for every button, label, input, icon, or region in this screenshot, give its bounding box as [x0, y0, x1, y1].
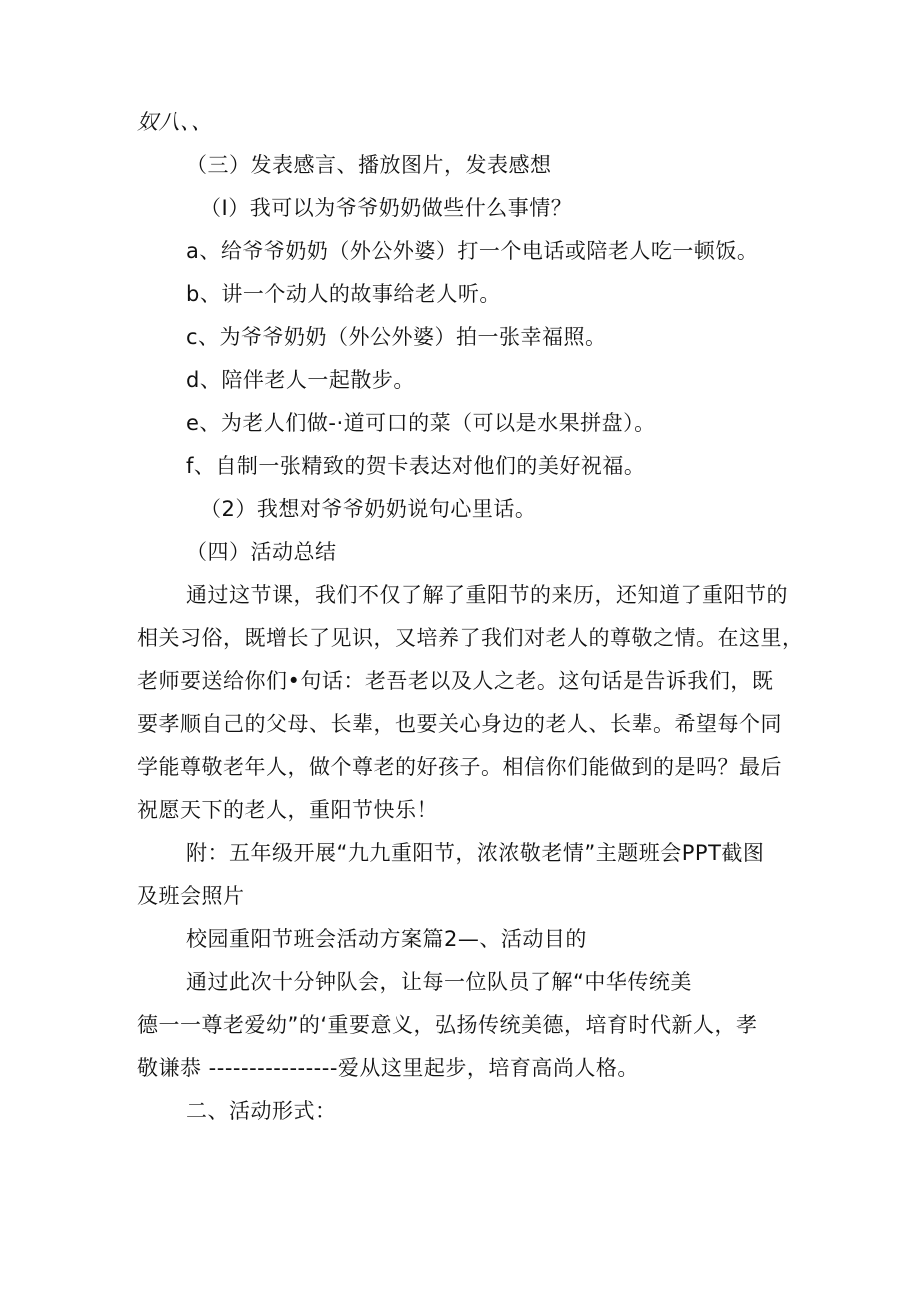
list-item-d: d、陪伴老人一起散步。 [186, 368, 415, 392]
summary-paragraph-line: 老师要送给你们•句话：老吾老以及人之老。这句话是告诉我们，既 [137, 669, 774, 693]
activity-form-heading: 二、活动形式： [186, 1099, 337, 1123]
appendix-note: 及班会照片 [137, 884, 245, 908]
summary-paragraph-line: 祝愿天下的老人，重阳节快乐！ [137, 798, 438, 822]
appendix-note: 附：五年级开展“九九重阳节，浓浓敬老情”主题班会PPT截图 [186, 841, 765, 865]
list-item-c: c、为爷爷奶奶（外公外婆）拍一张幸福照。 [186, 325, 607, 349]
list-item-b: b、讲一个动人的故事给老人听。 [186, 282, 501, 306]
summary-paragraph-line: 学能尊敬老年人，做个尊老的好孩子。相信你们能做到的是吗？最后 [137, 755, 782, 779]
list-item-a: a、给爷爷奶奶（外公外婆）打一个电话或陪老人吃一顿饭。 [186, 239, 759, 263]
purpose-paragraph-line: 通过此次十分钟队会，让每一位队员了解“中华传统美 [186, 970, 692, 994]
purpose-paragraph-line: 敬谦恭 ----------------爱从这里起步，培育高尚人格。 [137, 1056, 639, 1080]
list-item-e: e、为老人们做-·道可口的菜（可以是水果拼盘）。 [186, 411, 656, 435]
plan-2-heading: 校园重阳节班会活动方案篇2—、活动目的 [186, 927, 587, 951]
summary-paragraph-line: 要孝顺自己的父母、长辈，也要关心身边的老人、长辈。希望每个同 [137, 712, 782, 736]
list-item-f: f、自制一张精致的贺卡表达对他们的美好祝福。 [186, 454, 646, 478]
section-heading-3: （三）发表感言、播放图片，发表感想 [186, 153, 552, 177]
summary-paragraph-line: 通过这节课，我们不仅了解了重阳节的来历，还知道了重阳节的 [186, 583, 788, 607]
purpose-paragraph-line: 德一一尊老爱幼”的‘重要意义，弘扬传统美德，培育时代新人，孝 [137, 1013, 758, 1037]
section-heading-4: （四）活动总结 [186, 540, 337, 564]
summary-paragraph-line: 相关习俗，既增长了见识，又培养了我们对老人的尊敬之情。在这里， [137, 626, 804, 650]
question-2: （2）我想对爷爷奶奶说句心里话。 [200, 497, 537, 521]
question-1: （I）我可以为爷爷奶奶做些什么事情？ [200, 196, 573, 220]
fragment-line: 奴八、、 [137, 110, 213, 134]
